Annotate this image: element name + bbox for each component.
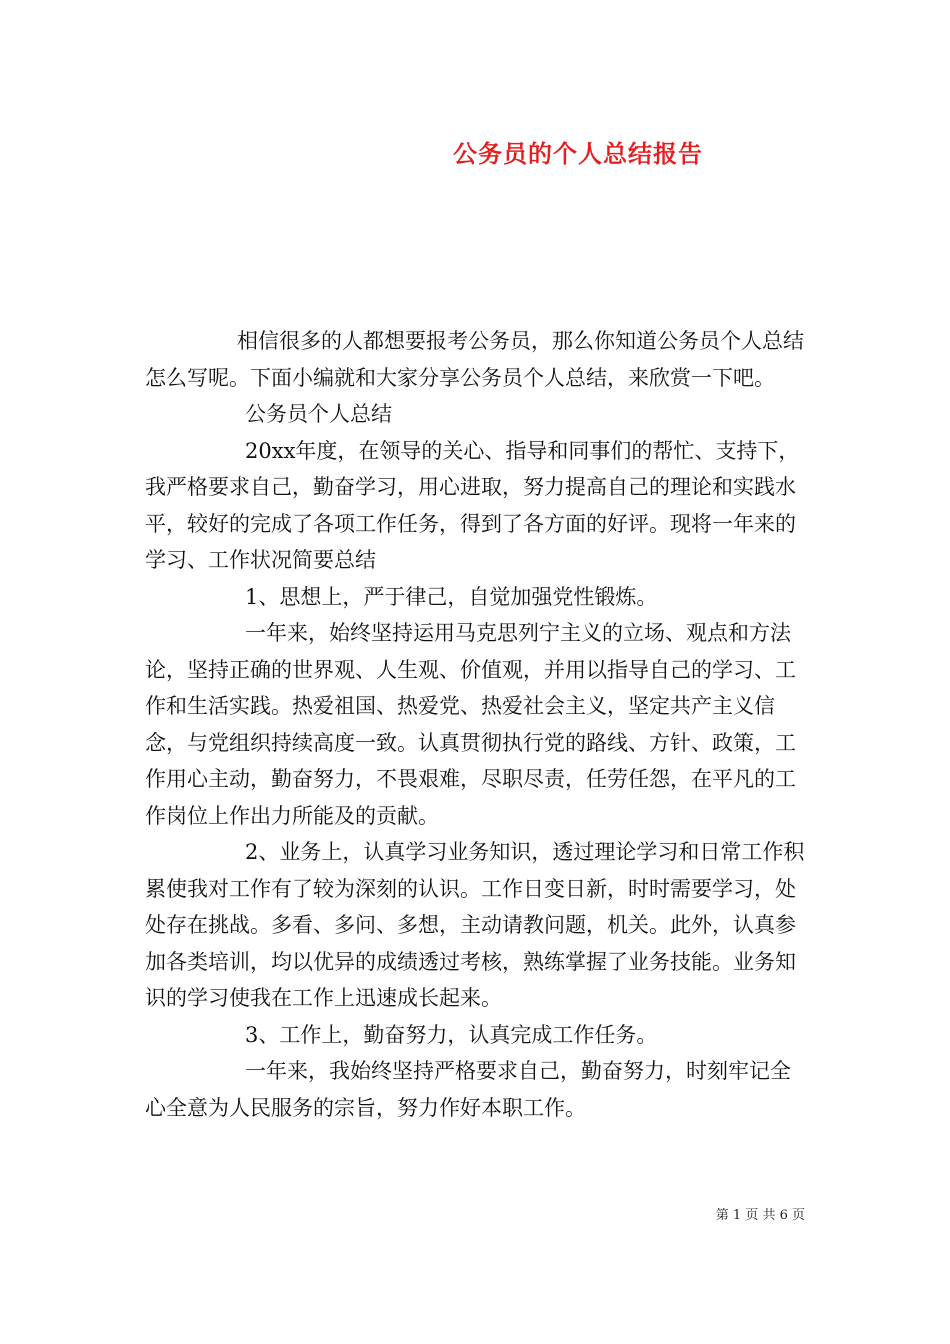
point-3-heading: 3、工作上，勤奋努力，认真完成工作任务。 bbox=[245, 1022, 658, 1047]
document-title: 公务员的个人总结报告 bbox=[453, 139, 703, 168]
page-number: 第 1 页 共 6 页 bbox=[715, 1208, 805, 1223]
section-heading: 公务员个人总结 bbox=[245, 402, 392, 426]
point-3-paragraph: 一年来，我始终坚持严格要求自己，勤奋努力，时刻牢记全心全意为人民服务的宗旨，努力作好本职工作。 bbox=[145, 1059, 791, 1120]
point-1-paragraph: 一年来，始终坚持运用马克思列宁主义的立场、观点和方法论，坚持正确的世界观、人生观、价值观，并用以指导自己的学习、工作和生活实践。热爱祖国、热爱党、热爱社会主义，坚定共产主义信念，与党组织持续高度一致。认真贯彻执行党的路线、方针、政策，工作用心主动，勤奋努力，不畏艰难，尽职尽责，任劳任怨，在平凡的工作岗位上作出力所能及的贡献。 bbox=[145, 621, 796, 828]
summary-paragraph: 20xx年度，在领导的关心、指导和同事们的帮忙、支持下，我严格要求自己，勤奋学习，用心进取，努力提高自己的理论和实践水平，较好的完成了各项工作任务，得到了各方面的好评。现将一年来的学习、工作状况简要总结 bbox=[145, 438, 800, 572]
point-1-heading: 1、思想上，严于律己，自觉加强党性锻炼。 bbox=[245, 584, 658, 609]
document-body bbox=[145, 323, 810, 1126]
intro-paragraph: 相信很多的人都想要报考公务员，那么你知道公务员个人总结怎么写呢。下面小编就和大家分享公务员个人总结，来欣赏一下吧。 bbox=[145, 329, 804, 390]
point-2-paragraph: 2、业务上，认真学习业务知识，透过理论学习和日常工作积累使我对工作有了较为深刻的认识。工作日变日新，时时需要学习，处处存在挑战。多看、多问、多想，主动请教问题，机关。此外，认真参加各类培训，均以优异的成绩透过考核，熟练掌握了业务技能。业务知识的学习使我在工作上迅速成长起来。 bbox=[145, 840, 805, 1010]
